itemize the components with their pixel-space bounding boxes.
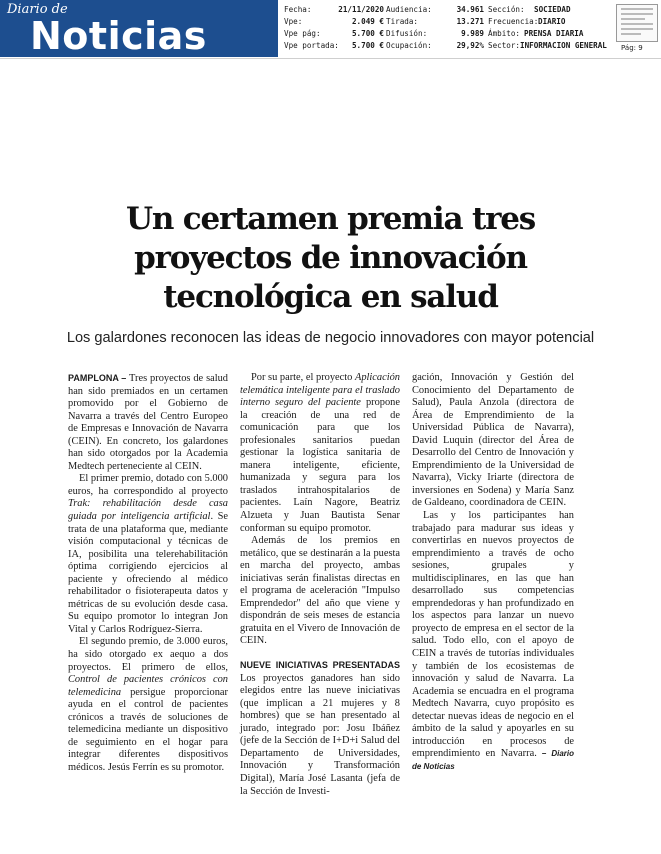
paragraph-text: Tres proyectos de salud han sido premiados en un certamen promovido por el Gobierno de Navarra a través del Centro Europeo de Empresas e Innovación de Navarra (CEIN). En concreto, los galardones han sido otorgados por la Academia Medtech perteneciente al CEIN.: [68, 373, 229, 472]
headline-line: proyectos de innovación: [134, 240, 527, 276]
header-divider: [0, 58, 661, 59]
meta-key: Tirada:: [386, 17, 419, 26]
meta-row: [284, 40, 384, 52]
paragraph-text: persigue proporcionar ayuda en el control de pacientes crónicos a través de soluciones de telemedicina mediante un dispositivo de seguimiento en el hogar para integrar diferentes dispositivos médicos. Jesús Ferrín es su promotor.: [68, 686, 228, 773]
meta-value: 13.271: [456, 17, 484, 26]
meta-value: 5.700 €: [351, 41, 384, 50]
masthead-logo: [0, 0, 278, 57]
meta-key: Vpe:: [284, 17, 303, 26]
meta-key: Ocupación:: [386, 41, 432, 50]
meta-column-3: [488, 4, 607, 52]
paragraph-text: El primer premio, dotado con 5.000 euros, ha correspondido al proyecto: [68, 473, 228, 497]
meta-row: [488, 16, 607, 28]
article-column-1: [68, 372, 228, 775]
meta-column-1: [284, 4, 384, 52]
meta-row: [488, 40, 607, 52]
section-lead: NUEVE INICIATIVAS PRESENTADAS: [240, 660, 400, 671]
article-headline: [40, 200, 621, 317]
meta-key: Difusión:: [386, 29, 428, 38]
paragraph-text: Los proyectos ganadores han sido elegidos entre las nueve iniciativas (que implican a 21 mujeres y 8 hombres) que se han presentado al jurado, integrado por: Josu Ibáñez (jefe de la Sección de I+D+i Salud del Departamento de Universidades, Innovación y Transformación Digital), María José Lasanta (jefa de la Sección de Investi-: [240, 672, 400, 797]
meta-row: [284, 16, 384, 28]
meta-value: 5.700 €: [351, 29, 384, 38]
headline-line: Un certamen premia tres: [126, 201, 535, 237]
paragraph: Además de los premios en metálico, que se destinarán a la puesta en marcha del proyecto, ambas iniciativas serán finalistas directas en el programa de aceleración "Impulso Emprendedor" del año que viene y dispondrán de seis meses de estancia gratuita en el Vivero de Innovación de CEIN.: [240, 535, 400, 647]
paragraph: [240, 372, 400, 535]
meta-row: [386, 16, 484, 28]
meta-value: PRENSA DIARIA: [524, 29, 584, 38]
paragraph: gación, Innovación y Gestión del Conocimiento del Departamento de Salud), Paula Anzola (directora de Área de Emprendimiento de la Universidad Pública de Navarra), David Luquin (director del Área de Desarrollo del Centro de Innovación y Emprendimiento de la Universidad de Navarra), Vicky Iriarte (directora de inversiones en Sodena) y María Sanz de Galdeano, coordinadora de CEIN.: [412, 372, 574, 509]
page-thumbnail: [616, 4, 658, 42]
paragraph-text: propone la creación de una red de comunicación para que los profesionales sanitarios puedan gestionar la logística sanitaria de manera inteligente, eficiente, humanizada y segura para los traslados intrahospitalarios de pacientes. Laín Nagore, Beatriz Alzueta y Juan Bautista Senar conforman su equipo promotor.: [240, 397, 400, 534]
meta-row: [386, 40, 484, 52]
meta-row: [488, 28, 607, 40]
masthead-small-text: Diario de: [7, 2, 68, 17]
meta-row: [386, 28, 484, 40]
paragraph-text: Por su parte, el proyecto: [251, 372, 355, 383]
meta-column-2: [386, 4, 484, 52]
project-title: Trak: rehabilitación desde casa guiada por inteligencia artificial: [68, 498, 228, 523]
meta-value: 2.049 €: [351, 17, 384, 26]
meta-key: Audiencia:: [386, 5, 432, 14]
meta-value: INFORMACION GENERAL: [520, 41, 607, 50]
meta-value: 29,92%: [456, 41, 484, 50]
meta-key: Sección:: [488, 5, 525, 14]
meta-value: DIARIO: [538, 17, 566, 26]
article-column-2: [240, 372, 400, 798]
meta-row: [488, 4, 607, 16]
paragraph-text: . Se trata de una plataforma que, mediante visión computacional y técnicas de IA, posibilita una telerehabilitación óptima corrigiendo ejercicios al paciente y ofreciendo al médico rehabilitador o fisioterapeuta datos y métricas de su evolución desde casa. Su equipo promotor lo integran Jon Vital y Carlos Rodríguez-Sierra.: [68, 511, 228, 635]
meta-key: Ámbito:: [488, 29, 521, 38]
paragraph-text: El segundo premio, de 3.000 euros, ha sido otorgado ex aequo a dos proyectos. El primero de ellos,: [68, 636, 228, 673]
dateline: PAMPLONA –: [68, 373, 127, 383]
meta-value: SOCIEDAD: [534, 5, 571, 14]
paragraph: [68, 372, 228, 473]
article-column-3: [412, 372, 574, 774]
project-title: Aplicación telemática inteligente para el traslado interno seguro del paciente: [240, 372, 400, 409]
paragraph: [240, 659, 400, 798]
meta-key: Sector:: [488, 41, 521, 50]
meta-value: 34.961: [456, 5, 484, 14]
masthead-title: Noticias: [30, 14, 207, 58]
meta-key: Vpe pág:: [284, 29, 321, 38]
paragraph: [68, 473, 228, 636]
page-number: Pág: 9: [621, 44, 643, 52]
project-title: Control de pacientes crónicos con telemedicina: [68, 674, 228, 698]
meta-value: 21/11/2020: [338, 5, 384, 14]
paragraph-text: Las y los participantes han trabajado para madurar sus ideas y convertirlas en nuevos proyectos de emprendimiento a través de ocho sesiones, grupales y multidisciplinares, en las que han desarrollado sus competencias emprendedoras y han profundizado en los aspectos para lanzar un nuevo proyecto de empresa en el sector de la salud. Todo ello, con el apoyo de CEIN a través de tutorías individuales y también de los ecosistemas de innovación y salud de Navarra. La Academia se encuadra en el programa Medtech Navarra, cuyo propósito es detectar nuevas ideas de negocio en el ámbito de la salud y apoyarles en su introducción en procesos de emprendimiento en Navarra.: [412, 510, 574, 760]
meta-key: Fecha:: [284, 5, 312, 14]
headline-line: tecnológica en salud: [163, 279, 498, 315]
meta-row: [386, 4, 484, 16]
signature: – Diario de Noticias: [412, 749, 574, 771]
meta-row: [284, 28, 384, 40]
meta-key: Vpe portada:: [284, 41, 339, 50]
article-subhead: Los galardones reconocen las ideas de negocio innovadores con mayor potencial: [66, 330, 595, 346]
paragraph: [412, 510, 574, 773]
meta-value: 9.989: [461, 29, 484, 38]
meta-row: [284, 4, 384, 16]
paragraph: [68, 636, 228, 774]
meta-key: Frecuencia:: [488, 17, 539, 26]
